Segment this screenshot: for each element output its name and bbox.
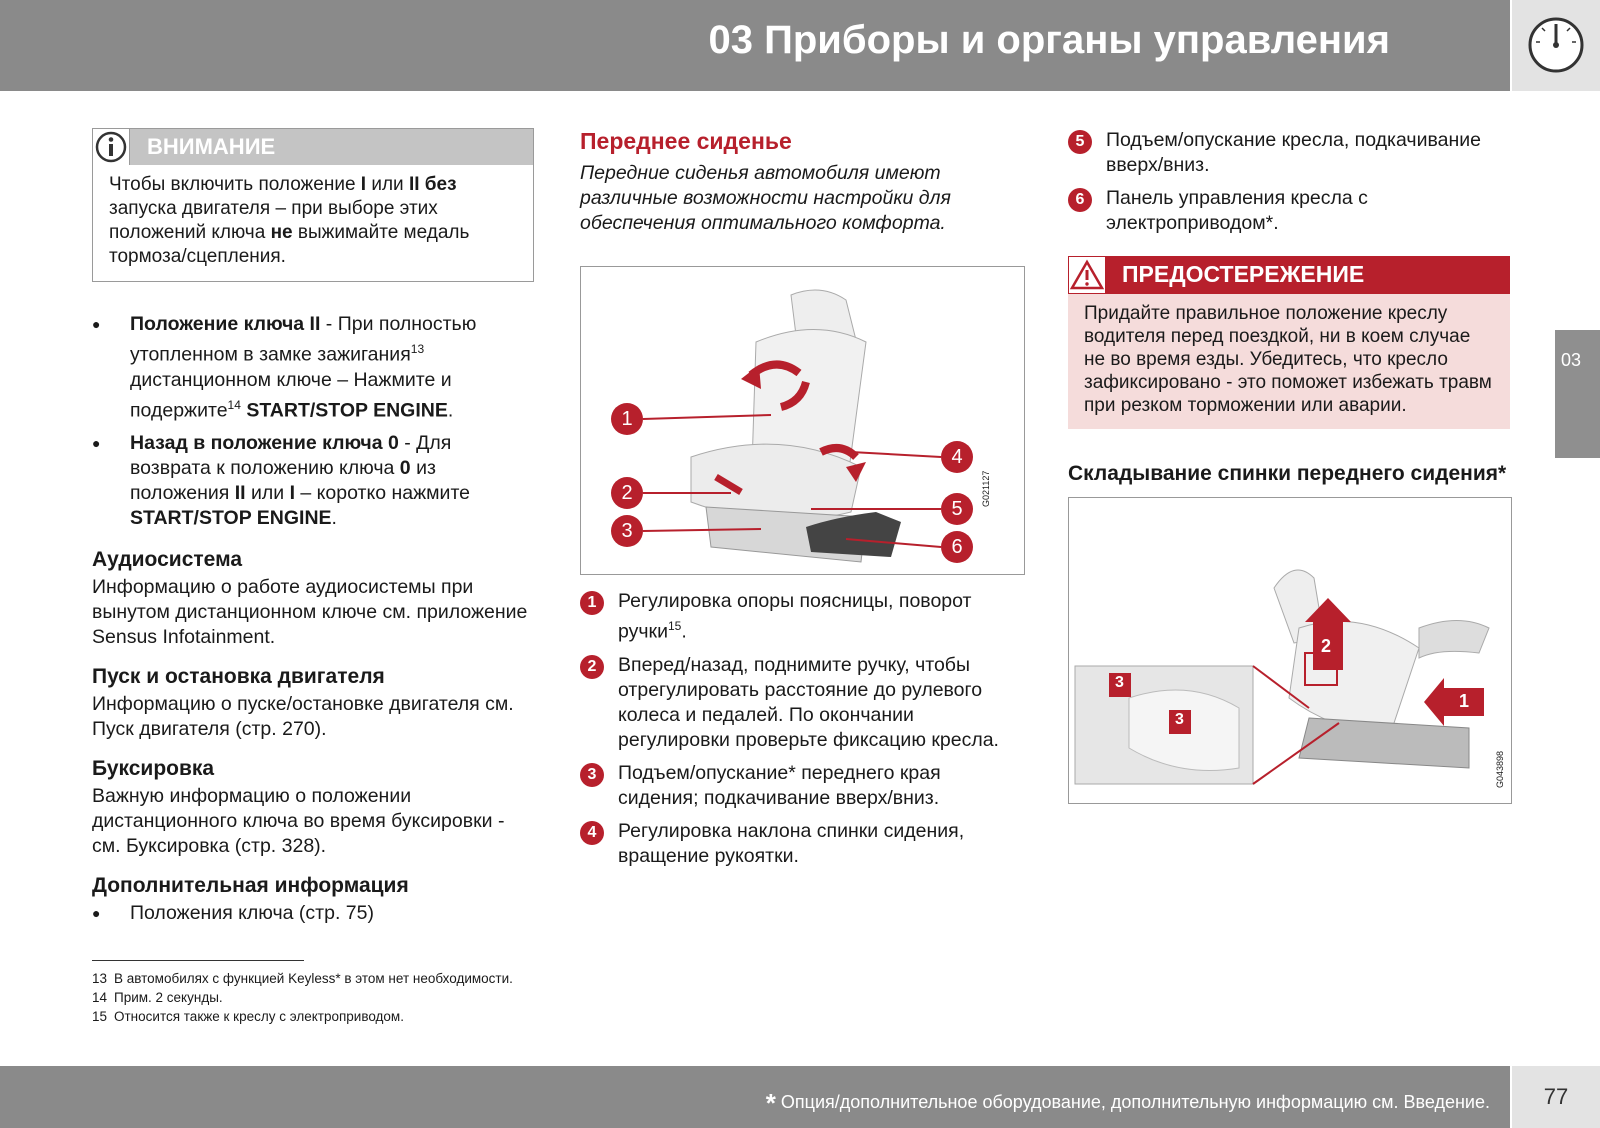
warning-triangle-icon <box>1068 256 1106 294</box>
gauge-icon <box>1512 0 1600 91</box>
warning-box-text: Придайте правильное положение креслу водителя перед поездкой, ни в коем случае не во время езды. Убедитесь, что кресло зафиксировано - это поможет избежать травм при резком торможении или аварии. <box>1068 294 1510 429</box>
column-middle <box>580 128 1025 877</box>
front-seat-intro: Передние сиденья автомобиля имеют различные возможности настройки для обеспечения оптимального комфорта. <box>580 162 951 234</box>
callout-6: 6 <box>941 531 973 563</box>
chapter-icon-box <box>1512 0 1600 91</box>
fold-seat-illustration <box>1069 498 1511 803</box>
section-title: Пуск и остановка двигателя <box>92 665 385 688</box>
fold-label-1: 1 <box>1459 691 1470 711</box>
footnote-divider <box>92 960 304 961</box>
section-text: Важную информацию о положении дистанционного ключа во время буксировки - см. Буксировка (стр. 328). <box>92 785 505 857</box>
list-item: 4 Регулировка наклона спинки сидения, вращение рукоятки. <box>580 819 1025 869</box>
fold-label-3a: 3 <box>1115 674 1124 691</box>
column-left <box>92 128 532 940</box>
warning-box <box>1068 256 1510 429</box>
link-key-positions[interactable]: ● Положения ключа (стр. 75) <box>92 901 532 926</box>
callout-5: 5 <box>941 493 973 525</box>
figure-code: G043898 <box>1495 750 1505 788</box>
fold-figure <box>1068 497 1512 804</box>
section-engine-start <box>92 664 532 742</box>
front-seat-title: Переднее сиденье <box>580 128 792 154</box>
footer-note: * Опция/дополнительное оборудование, дополнительную информацию см. Введение. <box>765 1088 1490 1118</box>
info-icon <box>93 129 130 165</box>
callout-lines <box>581 267 1024 574</box>
chapter-side-tab <box>1555 330 1600 458</box>
page-header <box>0 0 1510 91</box>
page-footer <box>0 1066 1510 1128</box>
section-title: Аудиосистема <box>92 548 243 571</box>
column-right <box>1068 128 1510 804</box>
callout-4: 4 <box>941 441 973 473</box>
footnote: 13 В автомобилях с функцией Keyless* в этом нет необходимости. <box>92 971 513 986</box>
list-item: 6 Панель управления кресла с электроприводом*. <box>1068 186 1510 236</box>
figure-code: G021127 <box>981 470 991 507</box>
side-tab-label: 03 <box>1561 350 1582 370</box>
list-item: 1 Регулировка опоры поясницы, поворот ручки$^{15}$. <box>580 589 1025 645</box>
section-title: Дополнительная информация <box>92 874 409 897</box>
fold-label-3b: 3 <box>1175 711 1184 728</box>
page-number: 77 <box>1543 1084 1569 1109</box>
warning-box-header <box>1068 256 1510 294</box>
note-box-text: Чтобы включить положение I или II без запуска двигателя – при выборе этих положений ключа не выжимайте медаль тормоза/сцепления. <box>109 174 470 267</box>
note-box <box>92 128 534 282</box>
section-title: Буксировка <box>92 757 215 780</box>
warning-box-label: ПРЕДОСТЕРЕЖЕНИЕ <box>1122 261 1365 287</box>
list-item: 2 Вперед/назад, поднимите ручку, чтобы отрегулировать расстояние до рулевого колеса и педалей. По окончании регулировки проверьте фиксацию кресла. <box>580 653 1025 753</box>
footnote: 15 Относится также к креслу с электроприводом. <box>92 1009 404 1024</box>
list-item: 3 Подъем/опускание* переднего края сидения; подкачивание вверх/вниз. <box>580 761 1025 811</box>
note-box-header <box>93 129 533 165</box>
section-audio <box>92 547 532 650</box>
section-text: Информацию о пуске/остановке двигателя см. Пуск двигателя (стр. 270). <box>92 693 514 740</box>
section-more-info <box>92 873 532 926</box>
list-item: 5 Подъем/опускание кресла, подкачивание вверх/вниз. <box>1068 128 1510 178</box>
page-number-box <box>1512 1066 1600 1128</box>
list-item: ● Положение ключа II - При полностью утопленном в замке зажигания$^{13}$ дистанционном ключе – Нажмите и подержите$^{14}$ START/STOP ENGINE. <box>92 312 532 423</box>
callout-1: 1 <box>611 403 643 435</box>
section-text: Информацию о работе аудиосистемы при вынутом дистанционном ключе см. приложение Sensus Infotainment. <box>92 576 528 648</box>
chapter-title: 03 Приборы и органы управления <box>708 18 1390 62</box>
section-towing <box>92 756 532 859</box>
fold-label-2: 2 <box>1321 636 1332 656</box>
callout-3: 3 <box>611 515 643 547</box>
callout-2: 2 <box>611 477 643 509</box>
fold-title: Складывание спинки переднего сидения* <box>1068 462 1507 485</box>
note-box-label: ВНИМАНИЕ <box>147 134 276 159</box>
footnote: 14 Прим. 2 секунды. <box>92 990 223 1005</box>
front-seat-figure <box>580 266 1025 575</box>
list-item: ● Назад в положение ключа 0 - Для возврата к положению ключа 0 из положения II или I – коротко нажмите START/STOP ENGINE. <box>92 431 532 531</box>
